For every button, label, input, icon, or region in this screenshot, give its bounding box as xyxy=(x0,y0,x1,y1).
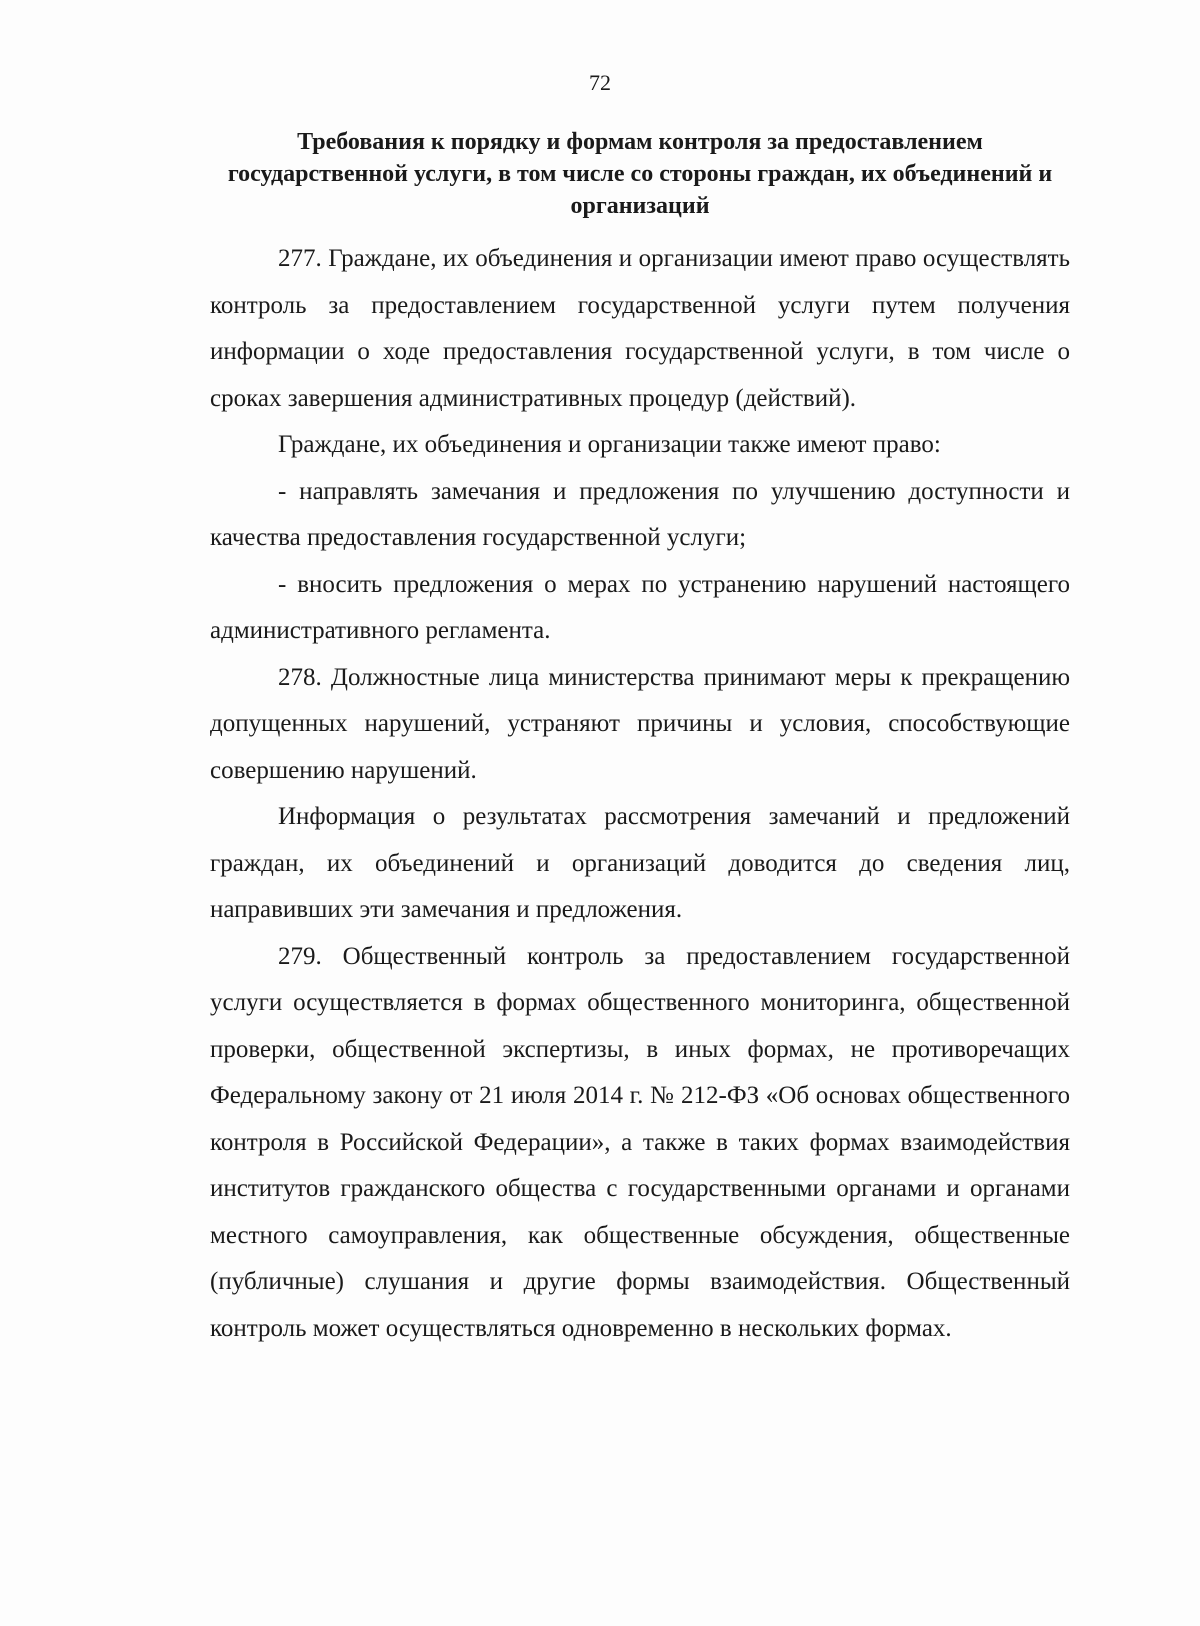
paragraph-rights-item-2: - вносить предложения о мерах по устранению нарушений настоящего административного регламента. xyxy=(210,570,1070,644)
paragraph-rights-intro: Граждане, их объединения и организации также имеют право: xyxy=(278,431,941,458)
paragraph-279: 279. Общественный контроль за предоставлением государственной услуги осуществляется в формах общественного мониторинга, общественной проверки, общественной экспертизы, в иных формах, не противоречащих Федеральному закону от 21 июля 2014 г. № 212-ФЗ «Об основах общественного контроля в Российской Федерации», а также в таких формах взаимодействия институтов гражданского общества с государственными органами и органами местного самоуправления, как общественные обсуждения, общественные (публичные) слушания и другие формы взаимодействия. Общественный контроль может осуществляться одновременно в нескольких формах. xyxy=(210,942,1070,1342)
paragraph-277: 277. Граждане, их объединения и организации имеют право осуществлять контроль за предоставлением государственной услуги путем получения информации о ходе предоставления государственной услуги, в том числе о сроках завершения административных процедур (действий). xyxy=(210,245,1070,412)
section-heading: Требования к порядку и формам контроля за предоставлением государственной услуги, в том числе со стороны граждан, их объединений и организаций xyxy=(227,129,1053,219)
document-body xyxy=(210,236,1070,1352)
paragraph-rights-item-1: - направлять замечания и предложения по улучшению доступности и качества предоставления государственной услуги; xyxy=(210,477,1070,551)
page-number: 72 xyxy=(589,70,611,95)
paragraph-278: 278. Должностные лица министерства принимают меры к прекращению допущенных нарушений, устраняют причины и условия, способствующие совершению нарушений. xyxy=(210,663,1070,784)
paragraph-information: Информация о результатах рассмотрения замечаний и предложений граждан, их объединений и организаций доводится до сведения лиц, направивших эти замечания и предложения. xyxy=(210,803,1070,923)
